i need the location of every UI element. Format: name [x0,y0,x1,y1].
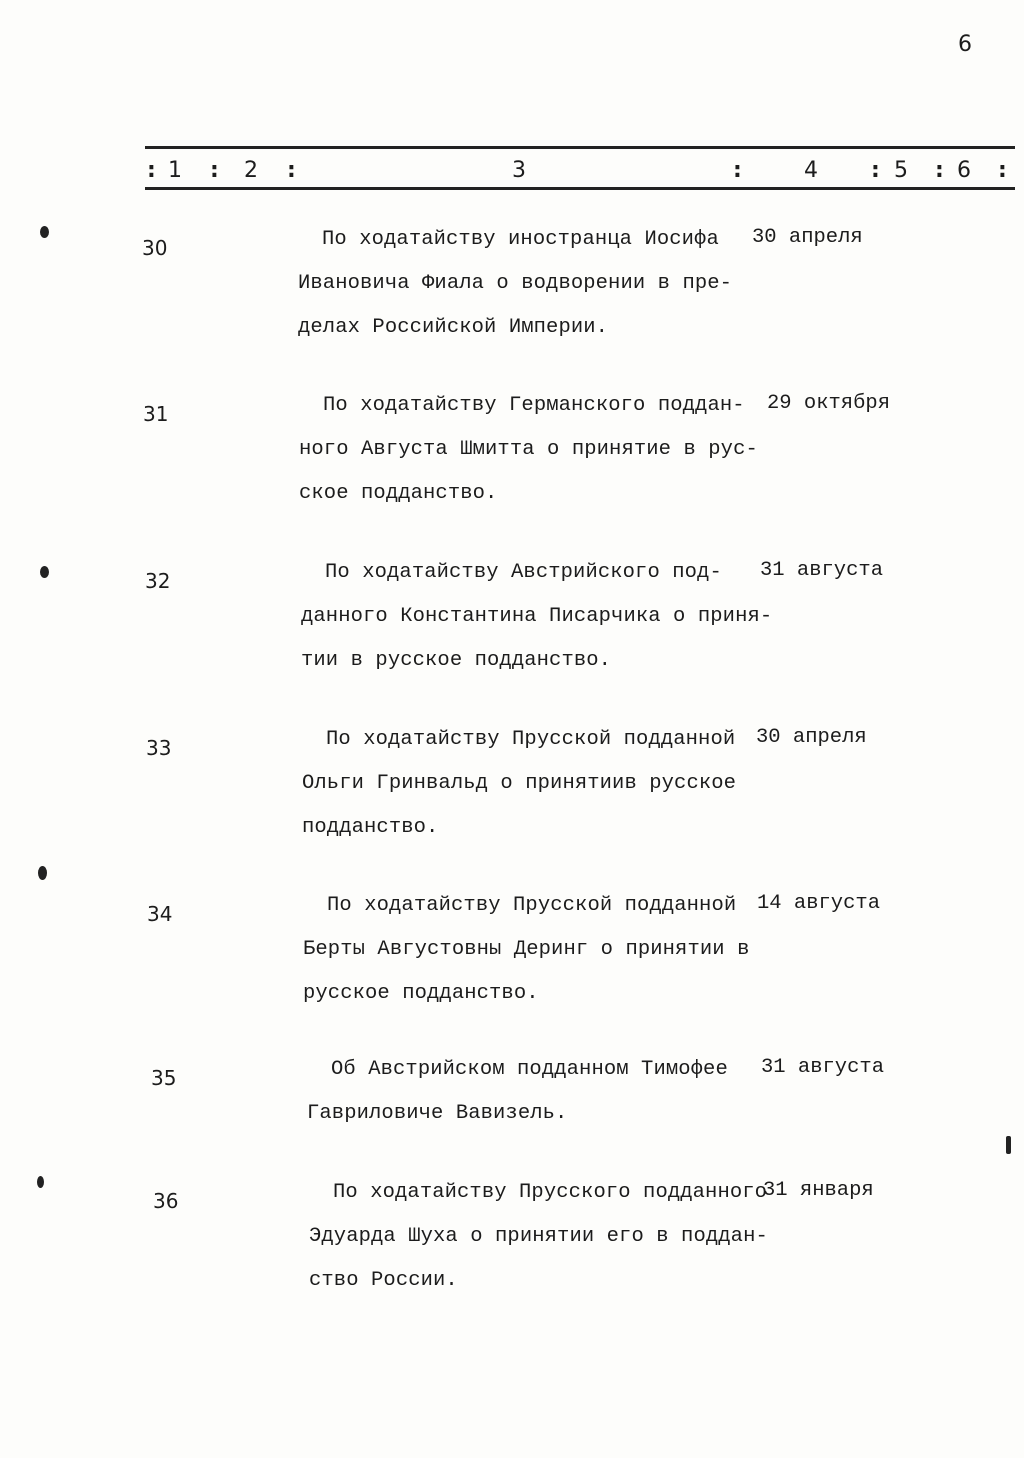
entry-text-line: По ходатайству иностранца Иосифа [322,228,719,251]
entry-date: 14 августа [757,892,881,915]
entry-row [0,728,1024,868]
column-header-4: 4 [804,158,818,183]
entry-number: 32 [145,569,171,593]
entry-text-line: По ходатайству Прусской подданной [326,728,736,751]
entry-date: 31 августа [760,559,884,582]
entry-number: 34 [147,902,173,926]
entry-text-line: По ходатайству Прусского подданного [333,1181,768,1204]
entry-date: 30 апреля [752,226,863,249]
entry-text-line: подданство. [302,816,439,839]
column-separator: : [147,158,156,183]
entry-date: 29 октября [767,392,891,415]
column-separator: : [935,158,944,183]
entry-number: 35 [151,1066,177,1090]
entry-text-line: русское подданство. [303,982,539,1005]
entry-row [0,394,1024,534]
punch-hole-mark [40,226,49,238]
entry-date: 31 августа [761,1056,885,1079]
entry-text-line: Ольги Гринвальд о принятиив русское [302,772,737,795]
column-header-6: 6 [957,158,971,183]
ink-mark [1006,1136,1011,1154]
entry-number: 30 [142,236,168,260]
entry-row [0,894,1024,1034]
entry-number: 36 [153,1189,179,1213]
entry-text-line: данного Константина Писарчика о приня- [301,605,773,628]
entry-text-line: Об Австрийском подданном Тимофее [331,1058,728,1081]
column-header-3: 3 [512,158,526,183]
column-separator: : [733,158,742,183]
entry-row [0,228,1024,368]
entry-text-line: Ивановича Фиала о водворении в пре- [298,272,733,295]
entry-text-line: Берты Августовны Деринг о принятии в [303,938,750,961]
column-separator: : [210,158,219,183]
punch-hole-mark [40,566,49,578]
entry-text-line: делах Российской Империи. [298,316,609,339]
header-top-rule [145,146,1015,149]
page-number: 6 [958,32,972,57]
entry-text-line: Эдуарда Шуха о принятии его в поддан- [309,1225,768,1248]
entry-text-line: По ходатайству Прусской подданной [327,894,737,917]
entry-row [0,1181,1024,1321]
entry-date: 30 апреля [756,726,867,749]
entry-text-line: тии в русское подданство. [301,649,612,672]
entry-text-line: ское подданство. [299,482,498,505]
entry-text-line: ного Августа Шмитта о принятие в рус- [299,438,758,461]
punch-hole-mark [37,1176,44,1188]
entry-row [0,1058,1024,1198]
column-header-2: 2 [244,158,258,183]
entry-date: 31 января [763,1179,874,1202]
entry-number: 33 [146,736,172,760]
column-separator: : [998,158,1007,183]
entry-number: 31 [143,402,169,426]
column-header-1: 1 [168,158,182,183]
column-separator: : [287,158,296,183]
entry-text-line: По ходатайству Германского поддан- [323,394,745,417]
punch-hole-mark [38,866,47,880]
entry-text-line: По ходатайству Австрийского под- [325,561,722,584]
column-separator: : [871,158,880,183]
entry-text-line: Гавриловиче Вавизель. [307,1102,568,1125]
entry-row [0,561,1024,701]
entry-text-line: ство России. [309,1269,458,1292]
column-header-5: 5 [894,158,908,183]
header-bottom-rule [145,187,1015,190]
